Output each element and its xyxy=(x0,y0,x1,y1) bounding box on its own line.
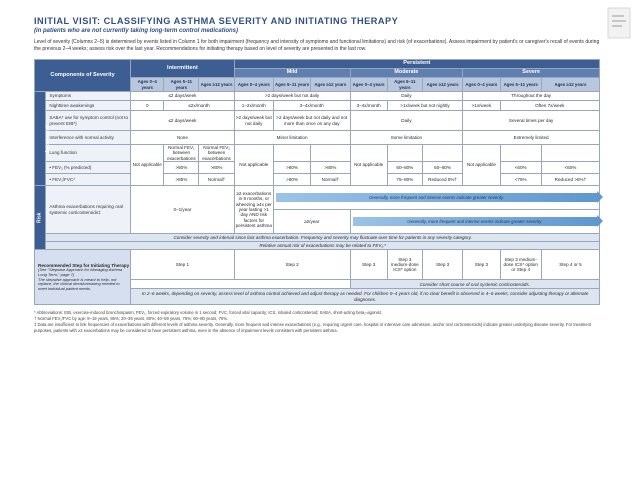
age-header: Ages 5–11 years xyxy=(164,78,199,92)
cell: <60% xyxy=(541,162,599,174)
severe-header: Severe xyxy=(463,69,600,78)
cell xyxy=(387,145,422,162)
cell: Reduced >5%† xyxy=(541,174,599,186)
cell xyxy=(422,145,462,162)
cell: Not applicable xyxy=(234,145,273,186)
cell: ≤2 days/week xyxy=(131,92,234,101)
persistent-header: Persistent xyxy=(234,60,599,69)
cell: 0 xyxy=(131,101,164,111)
footnotes xyxy=(34,310,600,334)
age-header: Ages ≥12 years xyxy=(422,78,462,92)
cell xyxy=(541,145,599,162)
age-header: Ages ≥12 years xyxy=(199,78,234,92)
age-header: Ages 0–4 years xyxy=(131,78,164,92)
cell: <75% xyxy=(500,174,541,186)
cell: >80% xyxy=(164,162,199,174)
cell: Step 4 or 5 xyxy=(541,250,599,280)
age-header: Ages ≥12 years xyxy=(311,78,350,92)
age-header: Ages 5–11 years xyxy=(500,78,541,92)
cell: Not applicable xyxy=(463,145,500,186)
cell: >2 days/week but not daily and not more than once on any day xyxy=(273,111,350,131)
footnote: * Abbreviations: EIB, exercise-induced bronchospasm; FEV₁, forced expiratory volume in 1 second; FVC, forced vital capacity; ICS, inhaled corticosteroid; SABA, short-acting beta₂-agonist. xyxy=(34,310,382,316)
cell: Step 2 xyxy=(234,250,350,280)
cell: ≥2/year xyxy=(273,210,350,234)
age-header: Ages 5–11 years xyxy=(273,78,310,92)
cell xyxy=(500,145,541,162)
cell: Daily xyxy=(350,92,463,101)
cell: >1x/week but not nightly xyxy=(387,101,463,111)
page-title: INITIAL VISIT: CLASSIFYING ASTHMA SEVERITY AND INITIATING THERAPY xyxy=(34,16,399,26)
fev1-label: • FEV₁ (% predicted) xyxy=(46,162,131,174)
cell: Often 7x/week xyxy=(500,101,600,111)
mild-header: Mild xyxy=(234,69,350,78)
severity-table xyxy=(34,59,600,305)
cell xyxy=(131,280,350,289)
lung-function-label: Lung function xyxy=(46,145,131,162)
cell: Minor limitation xyxy=(234,131,350,145)
cell: >85% xyxy=(164,174,199,186)
fev1-fvc-label: • FEV₁/FVC* xyxy=(46,174,131,186)
cell: <60% xyxy=(500,162,541,174)
cell: Daily xyxy=(350,111,463,131)
cell: Extremely limited xyxy=(463,131,600,145)
cell: ≤2x/month xyxy=(164,101,234,111)
footnote: ‡ Data are insufficient to link frequencies of exacerbations with different levels of asthma severity. Generally, more frequent and intense exacerbations (e.g., requiring urgent care, hospital or intensive care admission, and/or oral corticosteroids) indicate greater underlying disease severity. For treatment purposes, patients with ≥2 exacerbations may be considered to have persistent asthma, even in the absence of impairment levels consistent with persistent asthma. xyxy=(34,322,592,334)
cell: Step 3 xyxy=(463,250,500,280)
cell: >1x/week xyxy=(463,101,500,111)
cell: >80% xyxy=(311,162,350,174)
cell: Some limitation xyxy=(350,131,463,145)
consider-severity-note: Consider severity and interval since last asthma exacerbation. Frequency and severity may fluctuate over time for patients in any severity category. xyxy=(46,234,600,242)
symptoms-label: Symptoms xyxy=(46,92,131,101)
cell: 60–80% xyxy=(422,162,462,174)
oral-steroids-note: Consider short course of oral systemic corticosteroids. xyxy=(350,280,599,289)
saba-label: SABA* use for symptom control (not to prevent EIB*) xyxy=(46,111,131,131)
cell: ≤2 days/week xyxy=(131,111,234,131)
cell: Several times per day xyxy=(463,111,600,131)
arrow-cell xyxy=(350,210,599,234)
cell: Normal FEV₁ between exacerbations xyxy=(199,145,234,162)
cell: Step 3 medium-dose ICS* option xyxy=(387,250,422,280)
cell: >2 days/week but not daily xyxy=(234,111,273,131)
cell xyxy=(311,145,350,162)
age-header: Ages 5–11 years xyxy=(387,78,422,92)
footnote: † Normal FEV₁/FVC by age: 8–19 years, 85%; 20–39 years, 80%; 40–59 years, 75%; 60–80 years, 70%. xyxy=(34,316,229,322)
moderate-header: Moderate xyxy=(350,69,463,78)
document-page xyxy=(34,16,600,334)
cell: 75–80% xyxy=(387,174,422,186)
cell: Not applicable xyxy=(350,145,387,186)
arrow-cell xyxy=(273,186,599,210)
cell: Throughout the day xyxy=(463,92,600,101)
cell: Normal FEV₁ between exacerbations xyxy=(164,145,199,162)
cell xyxy=(273,145,310,162)
cell: Normal† xyxy=(311,174,350,186)
cell: 60–80% xyxy=(387,162,422,174)
risk-side-label: Risk xyxy=(35,186,46,250)
age-header: Ages 0–4 years xyxy=(234,78,273,92)
nighttime-label: Nighttime awakenings xyxy=(46,101,131,111)
cell: Step 1 xyxy=(131,250,234,280)
intro-paragraph: Level of severity (Columns 2–5) is determined by events listed in Column 1 for both impairment (frequency and intensity of symptoms and functional limitations) and risk (of exacerbations). Assess impairment by patient's or caregiver's recall of events during the previous 2–4 weeks; assess risk over the last year. Recommendations for initiating therapy based on level of severity are presented in the last row. xyxy=(34,39,600,52)
cell: 0–1/year xyxy=(131,186,234,234)
cell: Normal† xyxy=(199,174,234,186)
cell: >80% xyxy=(273,174,310,186)
cell: Not applicable xyxy=(131,145,164,186)
intermittent-header: Intermittent xyxy=(131,60,234,78)
cell: >2 days/week but not daily xyxy=(234,92,350,101)
page-corner-icon xyxy=(604,6,632,40)
cell: None xyxy=(131,131,234,145)
severity-arrow: Generally, more frequent and intense events indicate greater severity. xyxy=(276,193,597,202)
severity-arrow: Generally, more frequent and intense events indicate greater severity. xyxy=(353,217,597,226)
impairment-side-label: Impairment xyxy=(35,92,46,186)
cell: Step 3 xyxy=(422,250,462,280)
components-header: Components of Severity xyxy=(35,60,131,92)
cell: Reduced 5%† xyxy=(422,174,462,186)
cell: 3–4x/month xyxy=(273,101,350,111)
age-header: Ages ≥12 years xyxy=(541,78,599,92)
relative-risk-note: Relative annual risk of exacerbations may be related to FEV₁.* xyxy=(46,242,600,250)
exacerbations-label: Asthma exacerbations requiring oral systemic corticosteroids‡ xyxy=(46,186,131,234)
cell: >80% xyxy=(273,162,310,174)
age-header: Ages 0–4 years xyxy=(463,78,500,92)
recommended-step-label: Recommended Step for Initiating Therapy (See "Stepwise Approach for Managing Asthma Long Term," page 7) The stepwise approach is meant to help, not replace, the clinical decisionmaking needed to meet individual patient needs. xyxy=(35,250,131,305)
cell: >80% xyxy=(199,162,234,174)
cell: Step 3 xyxy=(350,250,387,280)
age-header: Ages 0–4 years xyxy=(350,78,387,92)
cell: 1–2x/month xyxy=(234,101,273,111)
page-subtitle: (in patients who are not currently taking long-term control medications) xyxy=(34,28,239,34)
interference-label: Interference with normal activity xyxy=(46,131,131,145)
cell: Step 3 medium-dose ICS* option or Step 4 xyxy=(500,250,541,280)
cell: 3–4x/month xyxy=(350,101,387,111)
reassess-note: In 2–6 weeks, depending on severity, assess level of asthma control achieved and adjust therapy as needed. For children 0–4 years old, if no clear benefit is observed in 4–6 weeks, consider adjusting therapy or alternate diagnoses. xyxy=(131,289,600,305)
cell: ≥2 exacerbations in 6 months, or wheezing ≥4x per year lasting >1 day AND risk factors for persistent asthma xyxy=(234,186,273,234)
